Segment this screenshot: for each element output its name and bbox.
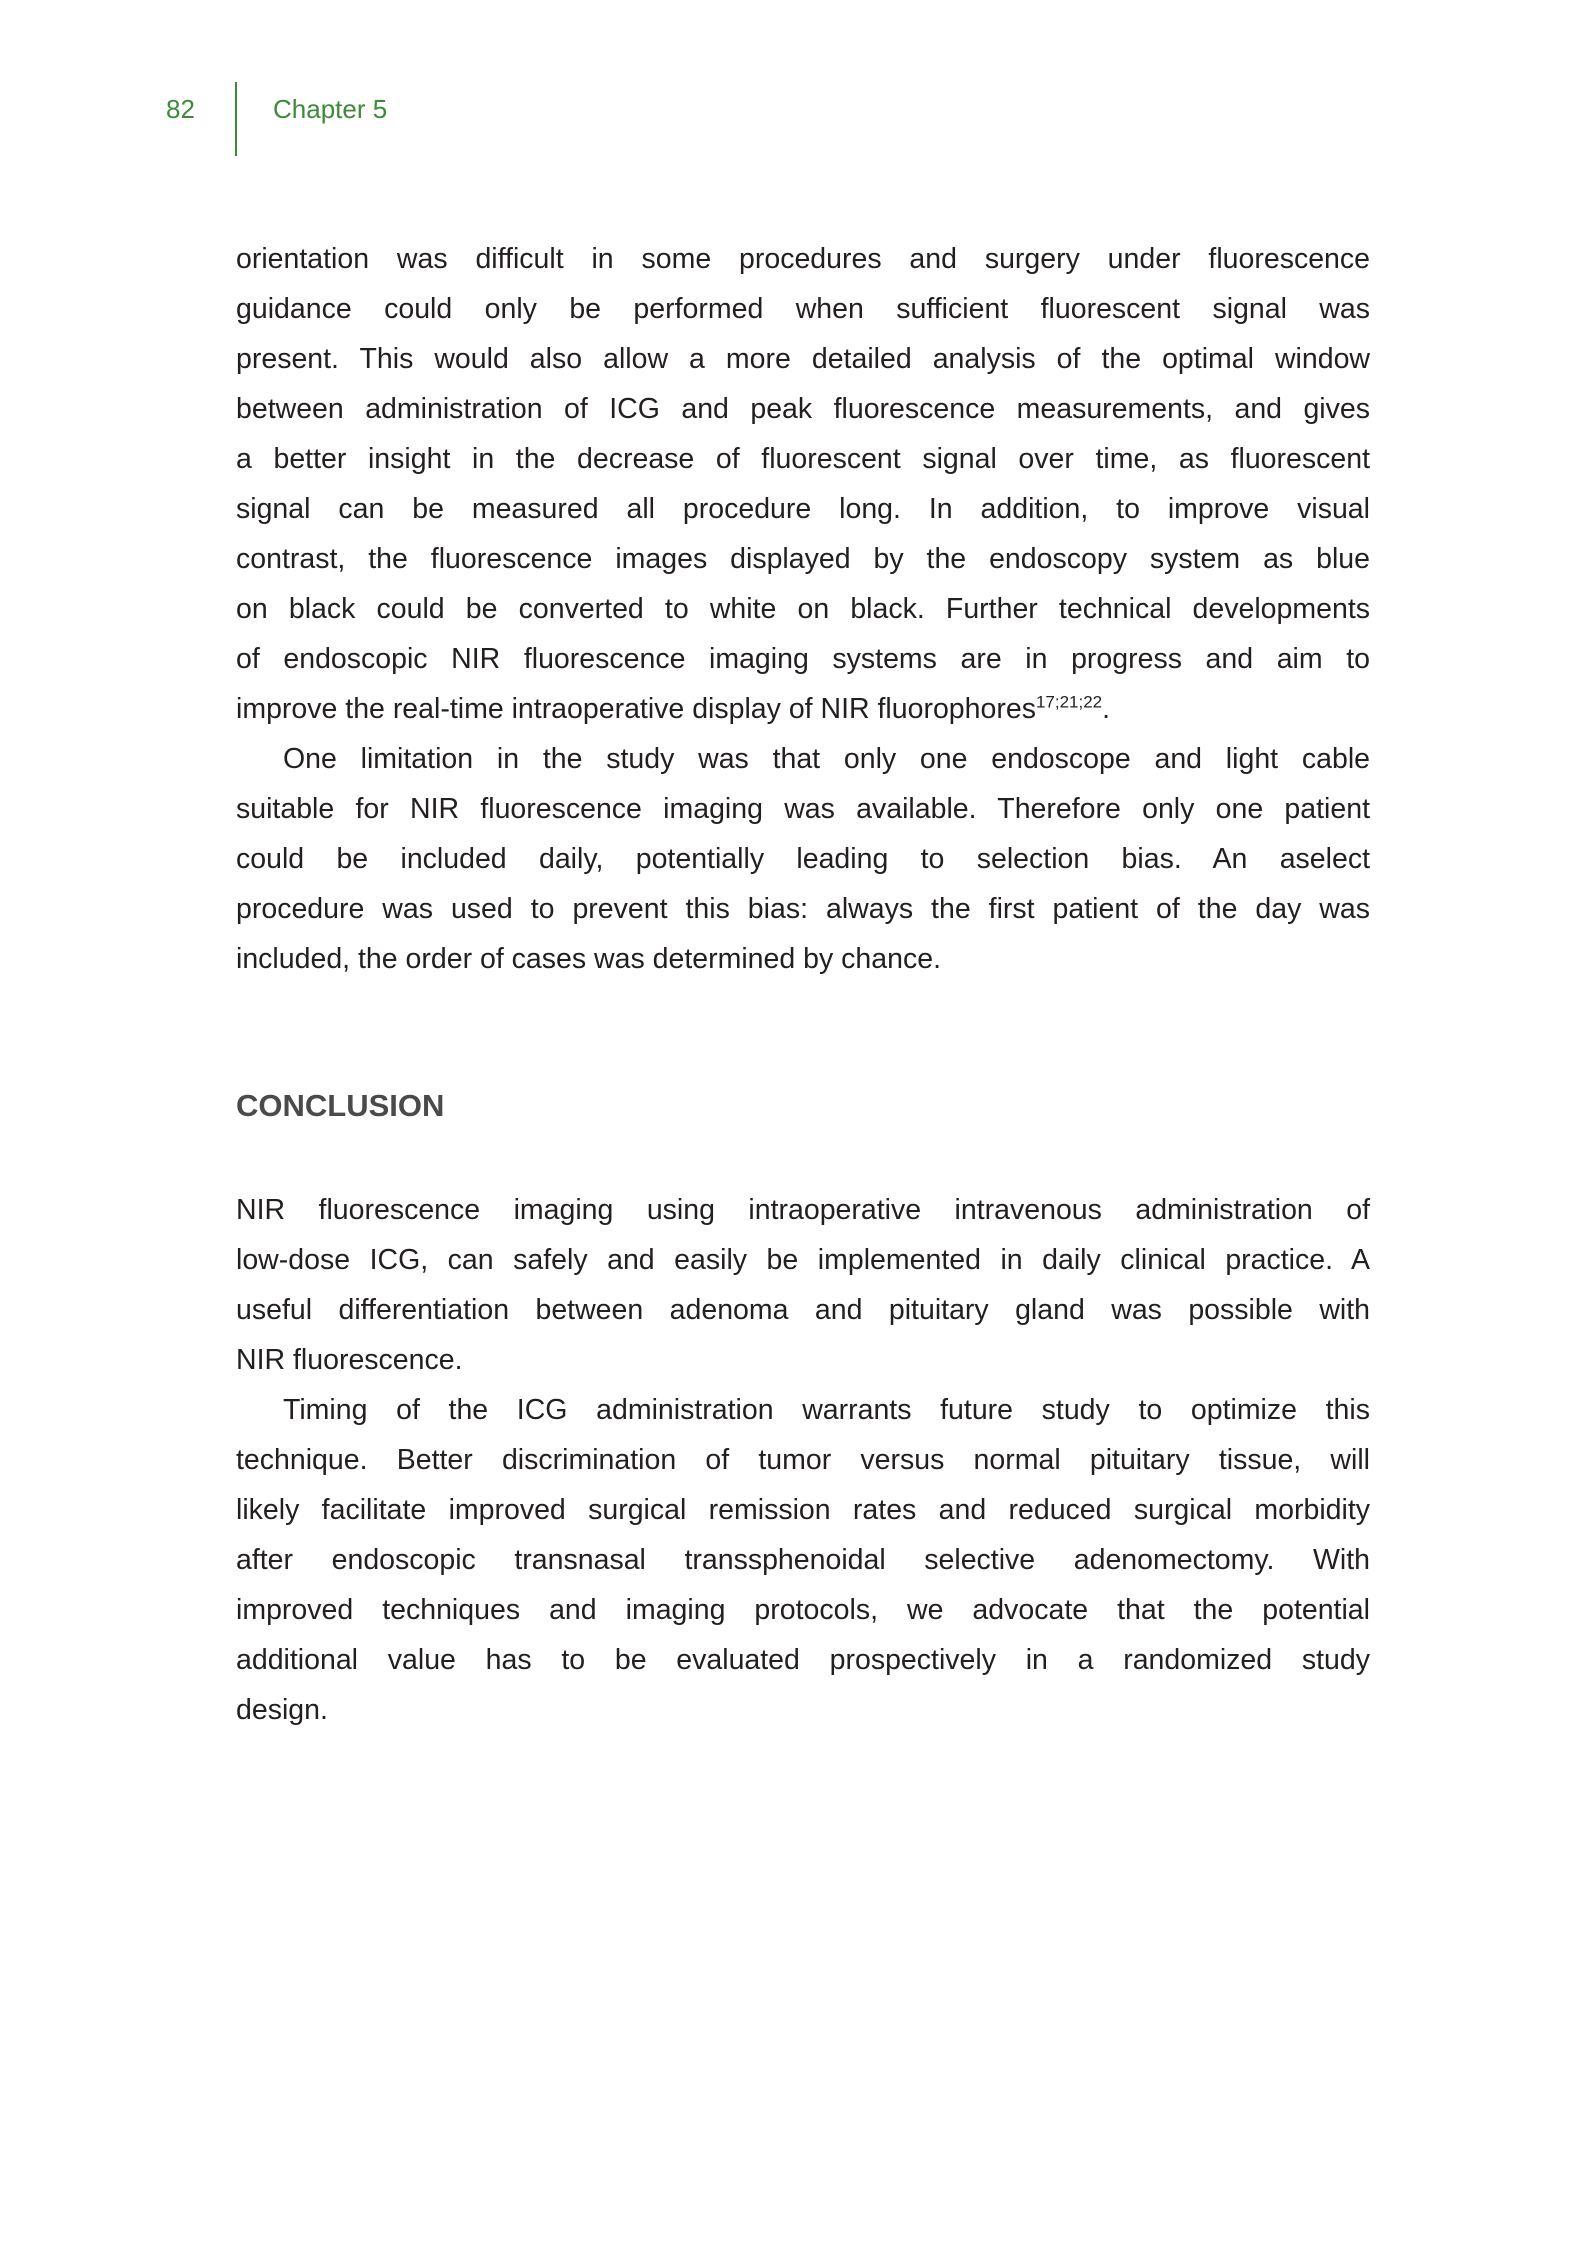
text-line <box>236 384 1370 434</box>
discussion-text <box>236 234 1370 984</box>
text-line <box>236 884 1370 934</box>
text-line <box>236 334 1370 384</box>
header-divider <box>235 82 237 156</box>
text-line <box>236 1185 1370 1235</box>
chapter-title: Chapter 5 <box>273 94 388 124</box>
paragraph <box>236 234 1370 734</box>
text-line <box>236 834 1370 884</box>
line-text: Timing of the ICG administration warrants future study to optimize this <box>283 1394 1370 1426</box>
line-text: guidance could only be performed when sufficient fluorescent signal was <box>236 293 1370 325</box>
line-text: procedure was used to prevent this bias: always the first patient of the day was <box>236 893 1370 925</box>
section-heading-conclusion: CONCLUSION <box>236 1088 445 1123</box>
line-text: improved techniques and imaging protocols, we advocate that the potential <box>236 1594 1370 1626</box>
text-line <box>236 234 1370 284</box>
text-line <box>236 1685 1370 1735</box>
line-text: technique. Better discrimination of tumor versus normal pituitary tissue, will <box>236 1444 1370 1476</box>
line-text: suitable for NIR fluorescence imaging was available. Therefore only one patient <box>236 793 1370 825</box>
text-line <box>236 1635 1370 1685</box>
line-text: included, the order of cases was determined by chance. <box>236 943 941 975</box>
text-line <box>236 1535 1370 1585</box>
text-line <box>236 734 1370 784</box>
text-line <box>236 534 1370 584</box>
line-text: signal can be measured all procedure long. In addition, to improve visual <box>236 493 1370 525</box>
text-line <box>236 1435 1370 1485</box>
paragraph <box>236 1185 1370 1385</box>
text-line <box>236 1485 1370 1535</box>
paragraph <box>236 1385 1370 1735</box>
line-text: after endoscopic transnasal transsphenoidal selective adenomectomy. With <box>236 1544 1370 1576</box>
text-line <box>236 1285 1370 1335</box>
text-line <box>236 634 1370 684</box>
page-number: 82 <box>166 94 195 124</box>
line-text: NIR fluorescence imaging using intraoperative intravenous administration of <box>236 1194 1370 1226</box>
line-text: orientation was difficult in some procedures and surgery under fluorescence <box>236 243 1370 275</box>
text-line <box>236 934 1370 984</box>
paragraph <box>236 734 1370 984</box>
line-text: useful differentiation between adenoma and pituitary gland was possible with <box>236 1294 1370 1326</box>
line-text: contrast, the fluorescence images displayed by the endoscopy system as blue <box>236 543 1370 575</box>
line-text: One limitation in the study was that only one endoscope and light cable <box>283 743 1370 775</box>
text-line <box>236 484 1370 534</box>
line-text: low-dose ICG, can safely and easily be implemented in daily clinical practice. A <box>236 1244 1370 1276</box>
line-text: could be included daily, potentially leading to selection bias. An aselect <box>236 843 1370 875</box>
line-text: present. This would also allow a more detailed analysis of the optimal window <box>236 343 1370 375</box>
line-text: of endoscopic NIR fluorescence imaging systems are in progress and aim to <box>236 643 1370 675</box>
text-line <box>236 284 1370 334</box>
text-line <box>236 1235 1370 1285</box>
conclusion-text <box>236 1185 1370 1735</box>
line-end: . <box>1102 693 1111 725</box>
text-line <box>236 784 1370 834</box>
text-line <box>236 684 1370 734</box>
line-text: NIR fluorescence. <box>236 1344 463 1376</box>
line-text: improve the real-time intraoperative display of NIR fluorophores <box>236 693 1036 725</box>
text-line <box>236 1385 1370 1435</box>
line-text: additional value has to be evaluated prospectively in a randomized study <box>236 1644 1370 1676</box>
line-text: design. <box>236 1694 328 1726</box>
text-line <box>236 1585 1370 1635</box>
line-text: a better insight in the decrease of fluorescent signal over time, as fluorescent <box>236 443 1370 475</box>
line-text: between administration of ICG and peak fluorescence measurements, and gives <box>236 393 1370 425</box>
text-line <box>236 434 1370 484</box>
text-line <box>236 584 1370 634</box>
citation-superscript: 17;21;22 <box>1035 692 1103 712</box>
line-text: on black could be converted to white on black. Further technical developments <box>236 593 1370 625</box>
line-text: likely facilitate improved surgical remission rates and reduced surgical morbidity <box>236 1494 1370 1526</box>
text-line <box>236 1335 1370 1385</box>
